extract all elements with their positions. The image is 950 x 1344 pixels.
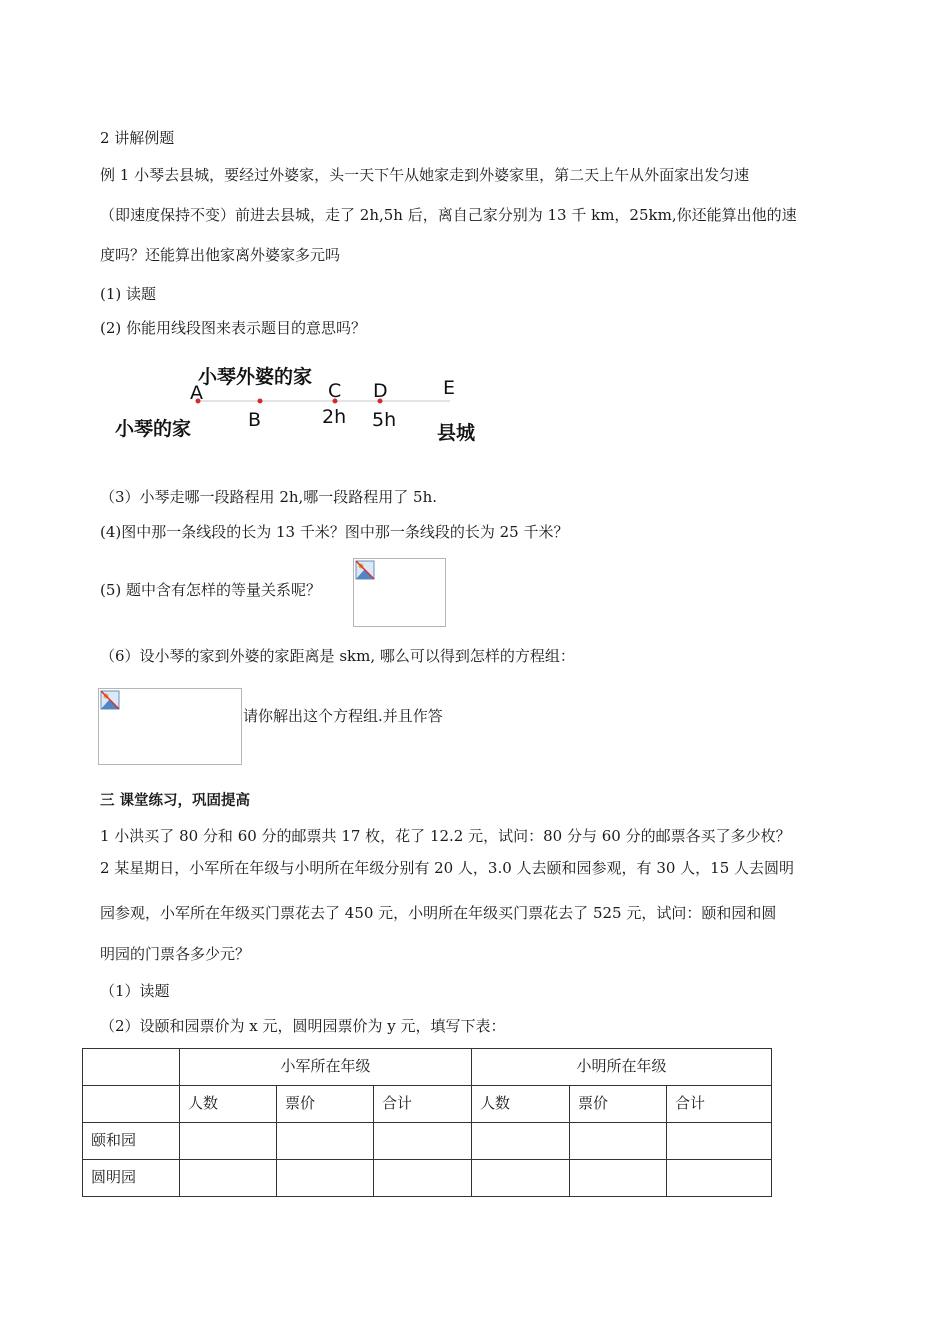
- exercise-2-line-2: 园参观，小军所在年级买门票花去了 450 元，小明所在年级买门票花去了 525 元，试问：颐和园和圆: [100, 904, 777, 922]
- example-line-1: 例 1 小琴去县城，要经过外婆家，头一天下午从她家走到外婆家里，第二天上午从外面家出发匀速: [100, 166, 750, 184]
- group-header-xiaoming: 小明所在年级: [472, 1049, 772, 1086]
- exercise-2-line-1: 2 某星期日，小军所在年级与小明所在年级分别有 20 人，3.0 人去颐和园参观，有 30 人，15 人去圆明: [100, 859, 795, 877]
- col-header: 票价: [277, 1086, 374, 1123]
- table-cell: [374, 1123, 472, 1160]
- table-cell: [570, 1123, 667, 1160]
- section-title: 2 讲解例题: [100, 129, 175, 147]
- table-cell-empty: [83, 1049, 180, 1086]
- step-1: (1) 读题: [100, 285, 157, 303]
- row-header: 颐和园: [83, 1123, 180, 1160]
- row-header: 圆明园: [83, 1160, 180, 1197]
- col-header: 合计: [374, 1086, 472, 1123]
- table-cell: [472, 1123, 570, 1160]
- image-placeholder-system: [98, 688, 242, 765]
- table-row: [83, 1160, 772, 1197]
- ticket-table: [82, 1048, 772, 1197]
- example-line-2: （即速度保持不变）前进去县城，走了 2h,5h 后，离自己家分别为 13 千 km，25km,你还能算出他的速: [100, 206, 797, 224]
- point-a-label: A: [190, 382, 203, 404]
- table-cell: [472, 1160, 570, 1197]
- home-label: 小琴的家: [115, 418, 192, 440]
- table-cell: [277, 1160, 374, 1197]
- exercise-2-line-3: 明园的门票各多少元？: [100, 945, 251, 963]
- step-4: (4)图中那一条线段的长为 13 千米？图中那一条线段的长为 25 千米？: [100, 523, 569, 541]
- step-3: （3）小琴走哪一段路程用 2h,哪一段路程用了 5h.: [100, 488, 438, 506]
- section-title: 三 课堂练习，巩固提高: [100, 793, 251, 809]
- col-header: 票价: [570, 1086, 667, 1123]
- table-cell: [180, 1123, 277, 1160]
- table-row: [83, 1123, 772, 1160]
- step-6: （6）设小琴的家到外婆的家距离是 skm, 哪么可以得到怎样的方程组：: [100, 647, 575, 665]
- col-header: 合计: [667, 1086, 772, 1123]
- table-cell: [667, 1160, 772, 1197]
- segment-diagram: [110, 360, 490, 450]
- point-e-label: E: [443, 377, 456, 399]
- step-2: (2) 你能用线段图来表示题目的意思吗？: [100, 319, 367, 337]
- table-cell: [667, 1123, 772, 1160]
- ex2-step-1: （1）读题: [100, 982, 170, 1000]
- example-line-3: 度吗？还能算出他家离外婆家多元吗: [100, 246, 341, 264]
- step-7: 请你解出这个方程组.并且作答: [243, 707, 443, 725]
- time-2h-label: 2h: [322, 406, 347, 428]
- table-cell: [374, 1160, 472, 1197]
- step-5: (5) 题中含有怎样的等量关系呢？: [100, 581, 322, 599]
- ex2-step-2: （2）设颐和园票价为 x 元，圆明园票价为 y 元，填写下表：: [100, 1017, 506, 1035]
- col-header: 人数: [180, 1086, 277, 1123]
- table-row: [83, 1086, 772, 1123]
- group-header-xiaojun: 小军所在年级: [180, 1049, 472, 1086]
- table-cell-empty: [83, 1086, 180, 1123]
- table-row: [83, 1049, 772, 1086]
- table-cell: [277, 1123, 374, 1160]
- city-label: 县城: [437, 422, 476, 444]
- exercise-1: 1 小洪买了 80 分和 60 分的邮票共 17 枚，花了 12.2 元，试问：80 分与 60 分的邮票各买了多少枚？: [100, 827, 791, 845]
- image-placeholder-equation: [353, 558, 446, 627]
- broken-image-icon: [355, 560, 375, 580]
- point-b-label: B: [248, 409, 262, 431]
- time-5h-label: 5h: [372, 409, 397, 431]
- table-cell: [180, 1160, 277, 1197]
- table-cell: [570, 1160, 667, 1197]
- point-c-label: C: [328, 380, 342, 402]
- point-b-marker: [258, 399, 263, 404]
- col-header: 人数: [472, 1086, 570, 1123]
- grandma-home-label: 小琴外婆的家: [198, 366, 313, 388]
- point-d-label: D: [373, 380, 388, 402]
- broken-image-icon: [100, 690, 120, 710]
